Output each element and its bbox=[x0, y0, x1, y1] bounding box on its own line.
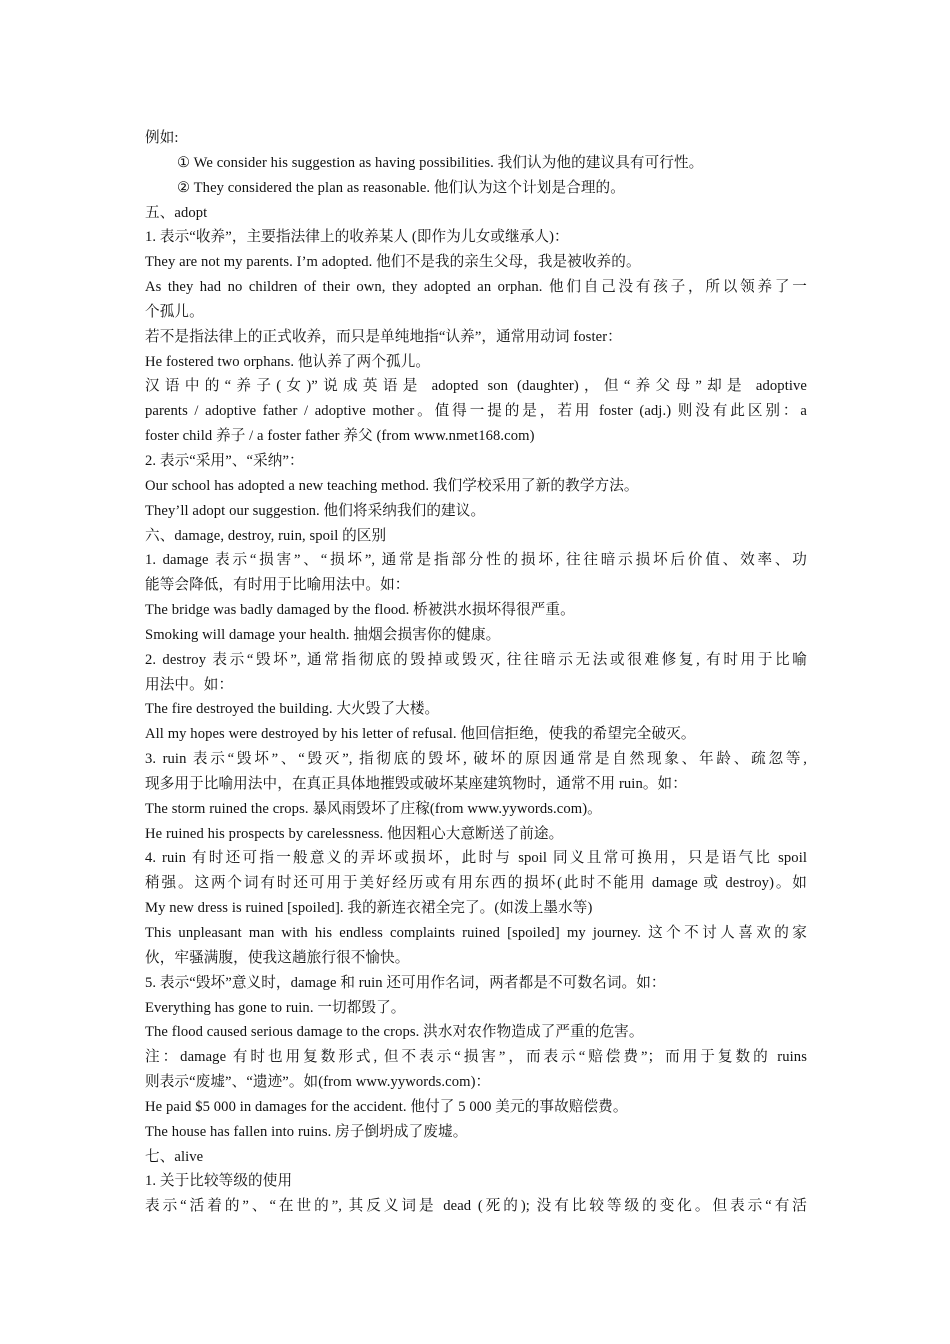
text-line: Everything has gone to ruin. 一切都毁了。 bbox=[145, 999, 406, 1016]
text-line: 个孤儿。 bbox=[145, 303, 204, 320]
text-line: 稍强。这两个词有时还可用于美好经历或有用东西的损坏(此时不能用 damage 或 destroy)。如 bbox=[145, 875, 807, 892]
text-line: 六、damage, destroy, ruin, spoil 的区别 bbox=[145, 527, 387, 544]
text-line: 五、adopt bbox=[145, 204, 208, 221]
text-line: The fire destroyed the building. 大火毁了大楼。 bbox=[145, 701, 440, 718]
text-line: This unpleasant man with his endless complaints ruined [spoiled] my journey. 这个不讨人喜欢的家 bbox=[145, 925, 807, 941]
text-line: He paid $5 000 in damages for the accident. 他付了 5 000 美元的事故赔偿费。 bbox=[145, 1098, 628, 1115]
text-line: He fostered two orphans. 他认养了两个孤儿。 bbox=[145, 353, 431, 370]
document-body bbox=[145, 126, 807, 1219]
text-line: 用法中。如： bbox=[145, 676, 234, 693]
text-line: 5. 表示“毁坏”意义时，damage 和 ruin 还可用作名词，两者都是不可数名词。如： bbox=[145, 974, 666, 991]
text-line: The storm ruined the crops. 暴风雨毁坏了庄稼(from www.yywords.com)。 bbox=[145, 800, 602, 817]
text-line: 4. ruin 有时还可指一般意义的弄坏或损坏，此时与 spoil 同义且常可换用，只是语气比 spoil bbox=[145, 850, 807, 867]
text-line: He ruined his prospects by carelessness. 他因粗心大意断送了前途。 bbox=[145, 825, 564, 842]
text-line: 汉语中的“养子(女)”说成英语是 adopted son (daughter)，但“养父母”却是 adoptive bbox=[145, 378, 807, 395]
text-line: foster child 养子 / a foster father 养父 (from www.nmet168.com) bbox=[145, 428, 535, 445]
text-line: The flood caused serious damage to the crops. 洪水对农作物造成了严重的危害。 bbox=[145, 1024, 644, 1041]
text-line: 2. destroy 表示“毁坏”, 通常指彻底的毁掉或毁灭, 往往暗示无法或很难修复, 有时用于比喻 bbox=[145, 651, 807, 668]
text-line: ① We consider his suggestion as having possibilities. 我们认为他的建议具有可行性。 bbox=[177, 154, 704, 171]
text-line: As they had no children of their own, they adopted an orphan. 他们自己没有孩子，所以领养了一 bbox=[145, 279, 807, 296]
text-line: 伙，牢骚满腹，使我这趟旅行很不愉快。 bbox=[145, 949, 410, 966]
text-line: 能等会降低，有时用于比喻用法中。如： bbox=[145, 577, 410, 594]
text-line: ② They considered the plan as reasonable. 他们认为这个计划是合理的。 bbox=[177, 179, 625, 196]
text-line: They’ll adopt our suggestion. 他们将采纳我们的建议。 bbox=[145, 502, 486, 519]
text-line: 1. 表示“收养”，主要指法律上的收养某人 (即作为儿女或继承人)： bbox=[145, 229, 569, 246]
text-line: My new dress is ruined [spoiled]. 我的新连衣裙全完了。(如泼上墨水等) bbox=[145, 900, 593, 917]
text-line: 1. 关于比较等级的使用 bbox=[145, 1173, 293, 1190]
text-line: They are not my parents. I’m adopted. 他们不是我的亲生父母，我是被收养的。 bbox=[145, 254, 641, 271]
text-line: 例如: bbox=[145, 130, 179, 146]
text-line: The house has fallen into ruins. 房子倒坍成了废墟。 bbox=[145, 1123, 468, 1140]
text-line: The bridge was badly damaged by the flood. 桥被洪水损坏得很严重。 bbox=[145, 602, 575, 619]
text-line: 现多用于比喻用法中，在真正具体地摧毁或破坏某座建筑物时，通常不用 ruin。如： bbox=[145, 775, 687, 792]
text-line: Our school has adopted a new teaching method. 我们学校采用了新的教学方法。 bbox=[145, 477, 639, 494]
text-line: Smoking will damage your health. 抽烟会损害你的健康。 bbox=[145, 626, 501, 643]
text-line: 1. damage 表示“损害”、“损坏”, 通常是指部分性的损坏, 往往暗示损坏后价值、效率、功 bbox=[145, 552, 807, 569]
text-line: 七、alive bbox=[145, 1148, 204, 1165]
text-line: parents / adoptive father / adoptive mother。值得一提的是，若用 foster (adj.) 则没有此区别：a bbox=[145, 403, 807, 420]
text-line: All my hopes were destroyed by his letter of refusal. 他回信拒绝，使我的希望完全破灭。 bbox=[145, 726, 696, 743]
text-line: 2. 表示“采用”、“采纳”： bbox=[145, 452, 304, 469]
text-line: 注：damage 有时也用复数形式, 但不表示“损害”，而表示“赔偿费”；而用于复数的 ruins bbox=[145, 1049, 807, 1066]
text-line: 3. ruin 表示“毁坏”、“毁灭”, 指彻底的毁坏, 破坏的原因通常是自然现象、年龄、疏忽等, bbox=[145, 751, 807, 768]
text-line: 表示“活着的”、“在世的”, 其反义词是 dead (死的); 没有比较等级的变化。但表示“有活 bbox=[145, 1198, 807, 1215]
text-line: 若不是指法律上的正式收养，而只是单纯地指“认养”，通常用动词 foster： bbox=[145, 328, 622, 345]
text-line: 则表示“废墟”、“遗迹”。如(from www.yywords.com)： bbox=[145, 1074, 491, 1091]
